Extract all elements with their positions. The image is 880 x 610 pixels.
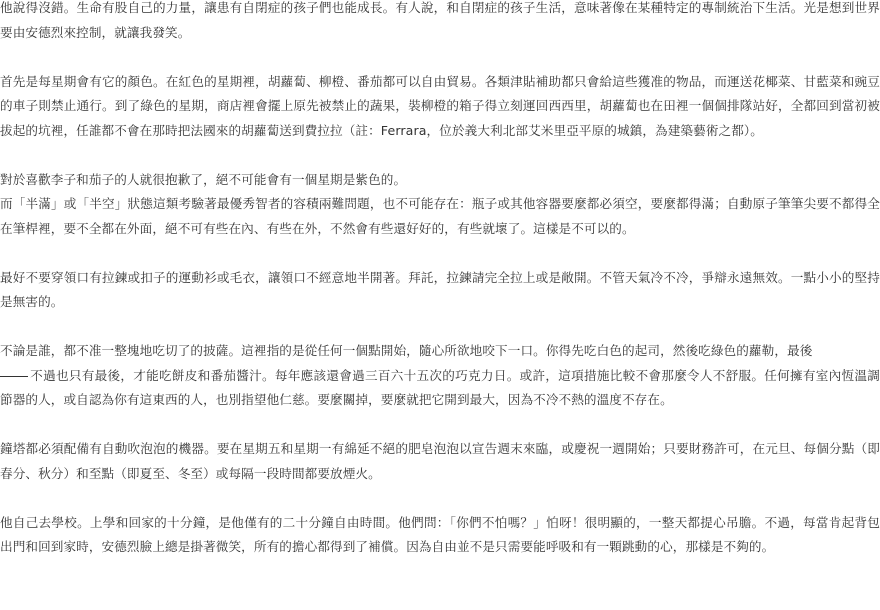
paragraph-5: 最好不要穿領口有拉鍊或扣子的運動衫或毛衣，讓領口不經意地半開著。拜託，拉鍊請完全拉上或是敞開。不管天氣冷不冷，爭辯永遠無效。一點小小的堅持是無害的。 (0, 269, 880, 309)
paragraph-7: 鐘塔都必須配備有自動吹泡泡的機器。要在星期五和星期一有綿延不絕的肥皂泡泡以宣告週末來臨，或慶祝一週開始；只要財務許可，在元旦、每個分點（即春分、秋分）和至點（即夏至、冬至）或每隔一段時間都要放煙火。 (0, 441, 880, 481)
em-dash-mark (0, 376, 28, 377)
paragraph-6 (0, 339, 880, 413)
paragraph-6-start: 不論是誰，都不准一整塊地吃切了的披薩。這裡指的是從任何一個點開始，隨心所欲地咬下一口。你得先吃白色的起司，然後吃綠色的蘿勒，最後 (0, 343, 813, 358)
paragraph-1: 他說得沒錯。生命有股自己的力量，讓患有自閉症的孩子們也能成長。有人說，和自閉症的孩子生活，意味著像在某種特定的專制統治下生活。光是想到世界要由安德烈來控制，就讓我發笑。 (0, 0, 880, 40)
paragraph-8: 他自己去學校。上學和回家的十分鐘，是他僅有的二十分鐘自由時間。他們問：「你們不怕嗎？」怕呀！很明顯的，一整天都提心吊膽。不過，每當肯起背包出門和回到家時，安德烈臉上總是掛著微笑，所有的擔心都得到了補償。因為自由並不是只需要能呼吸和有一顆跳動的心，那樣是不夠的。 (0, 514, 880, 554)
paragraph-2: 首先是每星期會有它的顏色。在紅色的星期裡，胡蘿蔔、柳橙、番茄都可以自由貿易。各類津貼補助都只會給這些獲准的物品，而運送花椰菜、甘藍菜和豌豆的車子則禁止通行。到了綠色的星期，商店裡會擺上原先被禁止的蔬果，裝柳橙的箱子得立刻運回西西里，胡蘿蔔也在田裡一個個排隊站好，全都回到當初被拔起的坑裡，任誰都不會在那時把法國來的胡蘿蔔送到費拉拉（註：Ferrara，位於義大利北部艾米里亞平原的城鎮，為建築藝術之都）。 (0, 73, 880, 138)
paragraph-3: 對於喜歡李子和茄子的人就很抱歉了，絕不可能會有一個星期是紫色的。 (0, 171, 407, 187)
paragraph-6-end: 不過也只有最後，才能吃餅皮和番茄醬汁。每年應該還會過三百六十五次的巧克力日。或許，這項措施比較不會那麼令人不舒服。任何擁有室內恆溫調節器的人，或自認為你有這東西的人，也別指望他仁慈。要麼關掉，要麼就把它開到最大，因為不冷不熱的溫度不存在。 (0, 367, 880, 407)
paragraph-4: 而「半滿」或「半空」狀態這類考驗著最優秀智者的容積兩難問題，也不可能存在：瓶子或其他容器要麼都必須空，要麼都得滿；自動原子筆筆尖要不都得全在筆桿裡，要不全都在外面，絕不可有些在內、有些在外，不然會有些還好好的，有些就壞了。這樣是不可以的。 (0, 196, 880, 236)
